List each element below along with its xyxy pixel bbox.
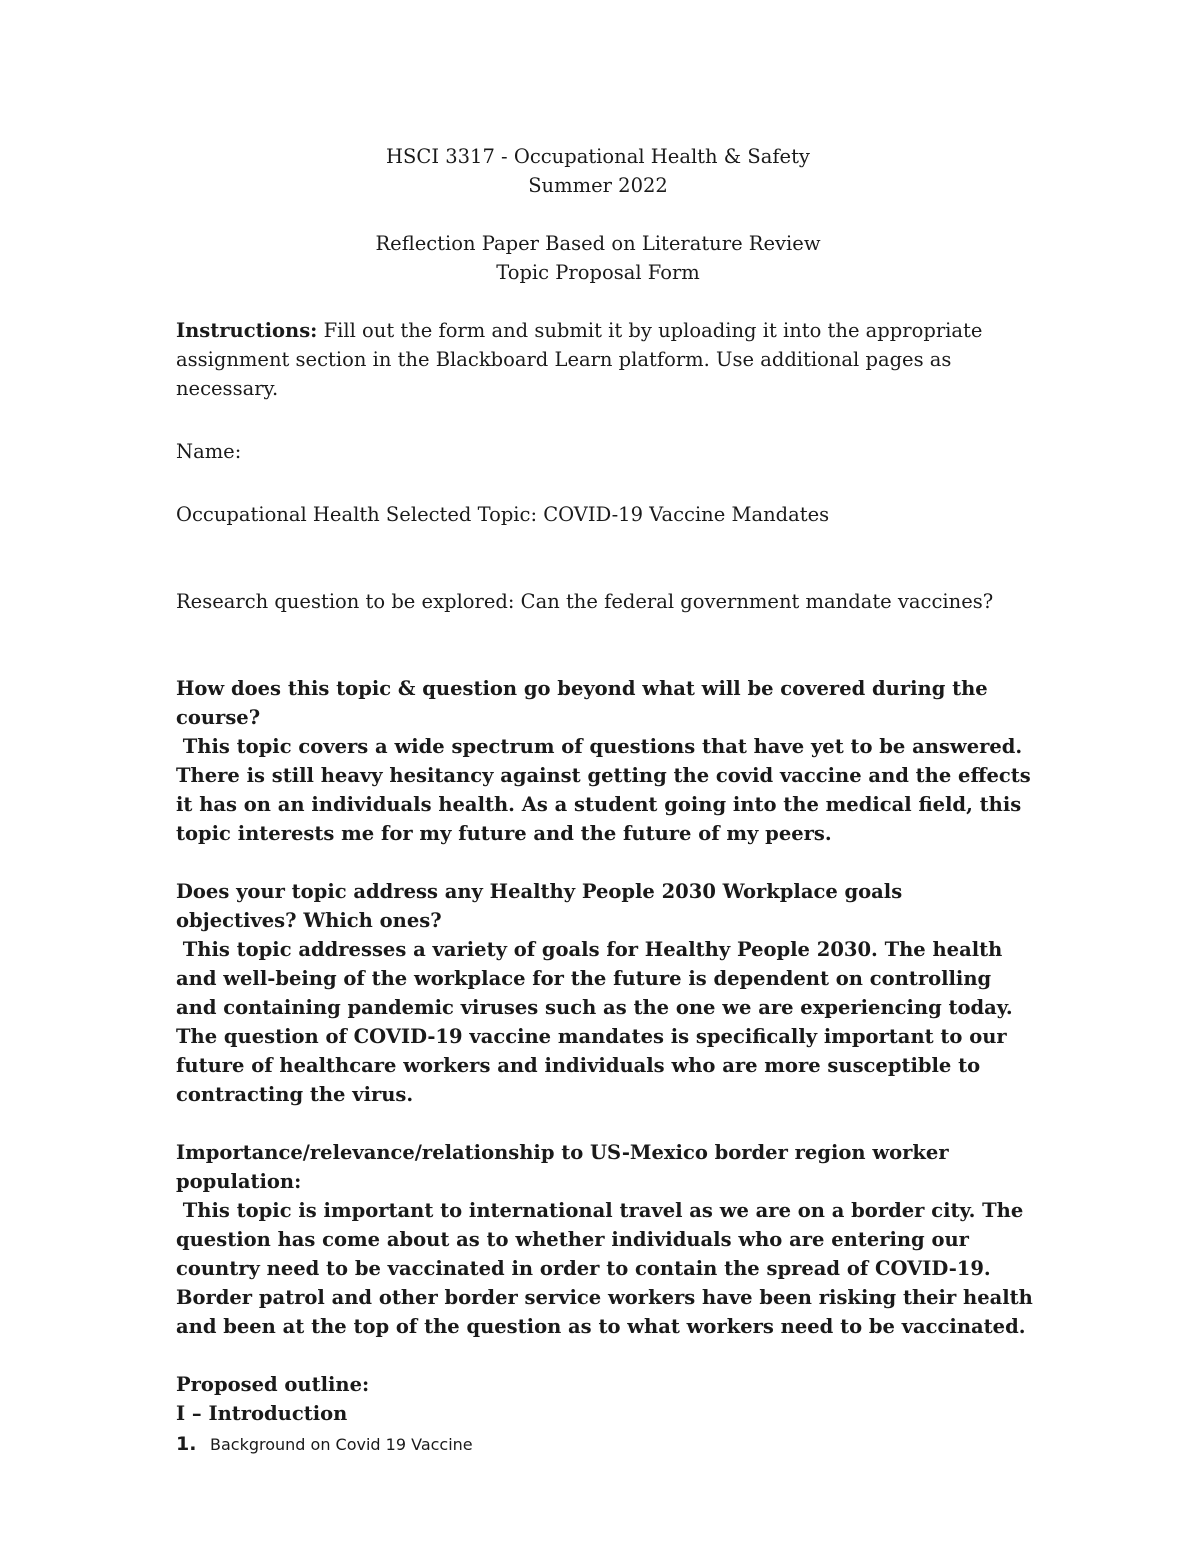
outline-list-item <box>176 1428 1036 1461</box>
beyond-question: How does this topic & question go beyond what will be covered during the course? <box>176 677 988 729</box>
healthy-people-answer-text: This topic addresses a variety of goals for Healthy People 2030. The health and well-being of the workplace for the future is dependent on controlling and containing pandemic viruses such as the one we are experiencing today. The question of COVID-19 vaccine mandates is specifically important to our future of healthcare workers and individuals who are more susceptible to contracting the virus. <box>176 938 1013 1106</box>
beyond-answer-text: This topic covers a wide spectrum of questions that have yet to be answered. There is still heavy hesitancy against getting the covid vaccine and the effects it has on an individuals health. As a student going into the medical field, this topic interests me for my future and the future of my peers. <box>176 735 1031 845</box>
healthy-people-section <box>176 877 1036 1109</box>
instructions-text: Fill out the form and submit it by uploading it into the appropriate assignment section in the Blackboard Learn platform. Use additional pages as necessary. <box>176 319 983 400</box>
research-question <box>176 587 1036 616</box>
document-header <box>176 142 1020 287</box>
healthy-people-answer <box>176 935 1036 1109</box>
beyond-section <box>176 674 1036 848</box>
instructions <box>176 316 1036 403</box>
border-answer <box>176 1196 1036 1341</box>
research-value: Can the federal government mandate vaccines? <box>520 590 994 613</box>
document-body <box>176 142 1036 1461</box>
topic-label: Occupational Health Selected Topic: <box>176 503 538 526</box>
outline-item-text: Background on Covid 19 Vaccine <box>210 1435 473 1454</box>
term: Summer 2022 <box>528 174 668 197</box>
border-question: Importance/relevance/relationship to US-Mexico border region worker population: <box>176 1141 949 1193</box>
form-title: Topic Proposal Form <box>496 261 700 284</box>
assignment-title: Reflection Paper Based on Literature Review <box>375 232 821 255</box>
outline-section-heading: I – Introduction <box>176 1402 348 1425</box>
research-label: Research question to be explored: <box>176 590 515 613</box>
outline-label: Proposed outline: <box>176 1373 370 1396</box>
instructions-label: Instructions: <box>176 319 318 342</box>
name-field <box>176 437 1036 466</box>
selected-topic <box>176 500 1036 529</box>
border-answer-text: This topic is important to international travel as we are on a border city. The question has come about as to whether individuals who are entering our country need to be vaccinated in order to contain the spread of COVID-19. Border patrol and other border service workers have been risking their health and been at the top of the question as to what workers need to be vaccinated. <box>176 1199 1033 1338</box>
course-title: HSCI 3317 - Occupational Health & Safety <box>386 145 810 168</box>
outline-section <box>176 1370 1036 1461</box>
topic-value: COVID-19 Vaccine Mandates <box>543 503 830 526</box>
border-section <box>176 1138 1036 1341</box>
outline-item-number: 1. <box>176 1433 197 1455</box>
name-label: Name: <box>176 440 242 463</box>
beyond-answer <box>176 732 1036 848</box>
healthy-people-question: Does your topic address any Healthy People 2030 Workplace goals objectives? Which ones? <box>176 880 903 932</box>
